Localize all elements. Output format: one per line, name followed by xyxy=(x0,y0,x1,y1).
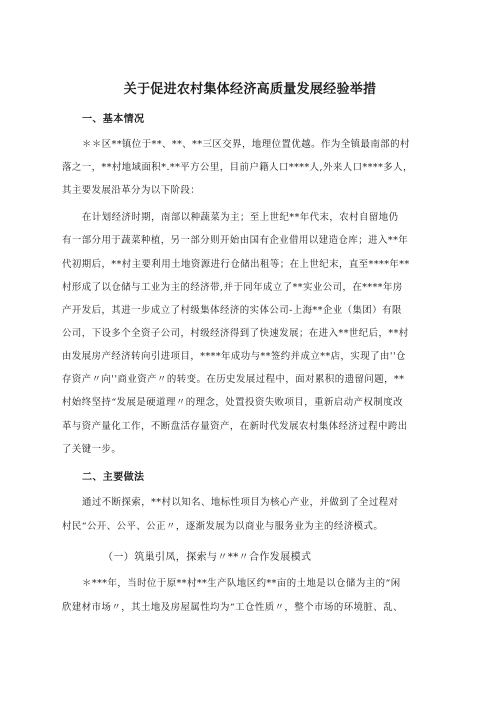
paragraph-line: ＊***年，当时位于原**村**生产队地区约**亩的土地是以仓储为主的“闲 xyxy=(82,578,401,589)
paragraph-line: 在计划经济时期，南部以种蔬菜为主；至上世纪**年代末，农村自留地仍 xyxy=(82,212,399,223)
paragraph-line: 代初期后，**村主要利用土地资源进行仓储出租等；在上世纪末，直至****年** xyxy=(62,259,410,270)
paragraph-line: 存资产〃向''商业资产〃的转变。在历史发展过程中，面对累积的遗留问题，** xyxy=(62,374,405,385)
paragraph-line: 了关键一步。 xyxy=(62,444,122,455)
paragraph-line: 其主要发展沿革分为以下阶段： xyxy=(62,185,201,196)
paragraph-line: 公司，下设多个全资子公司，村级经济得到了快速发展；在进入**世纪后，**村 xyxy=(62,328,409,339)
paragraph-line: 由发展房产经济转向引进项目，****年成功与**签约并成立**店，实现了由''仓 xyxy=(62,351,406,362)
paragraph-line: 村民“公开、公平、公正〃，逐渐发展为以商业与服务业为主的经济模式。 xyxy=(62,521,384,532)
section-heading-basic-situation: 一、基本情况 xyxy=(82,114,145,125)
paragraph-line: 革与资产量化工作，不断盘活存量资产，在新时代发展农村集体经济过程中跨出 xyxy=(62,421,408,432)
paragraph-line: 村形成了以仓储与工业为主的经济带,并于同年成立了**实业公司，在****年房 xyxy=(62,282,403,293)
document-title: 关于促进农村集体经济高质量发展经验举措 xyxy=(123,82,377,97)
paragraph-line: 落之一，**村地域面积*.**平方公里，目前户籍人口****人,外来人口****多人， xyxy=(62,162,413,173)
paragraph-line: 产开发后，其进一步成立了村级集体经济的实体公司-上海**企业（集团）有限 xyxy=(62,305,402,316)
paragraph-line: 村始终坚持“发展是硬道理〃的理念，处置投资失败项目，重新启动产权制度改 xyxy=(62,397,404,408)
section-heading-main-practices: 二、主要做法 xyxy=(82,472,145,483)
paragraph-line: 有一部分用于蔬菜种植，另一部分则开始由国有企业借用以建造仓库；进入**年 xyxy=(62,235,409,246)
subsection-heading: （一）筑巢引凤，探索与〃**〃合作发展模式 xyxy=(103,552,312,563)
paragraph-line: 通过不断探索，**村以知名、地标性项目为核心产业，并做到了全过程对 xyxy=(82,497,399,508)
paragraph-line: ＊＊区**镇位于**、**、**三区交界，地理位置优越。作为全镇最南部的村 xyxy=(82,139,410,150)
paragraph-line: 欣建材市场〃，其土地及房屋属性均为“工仓性质〃，整个市场的环境脏、乱、 xyxy=(62,602,404,613)
